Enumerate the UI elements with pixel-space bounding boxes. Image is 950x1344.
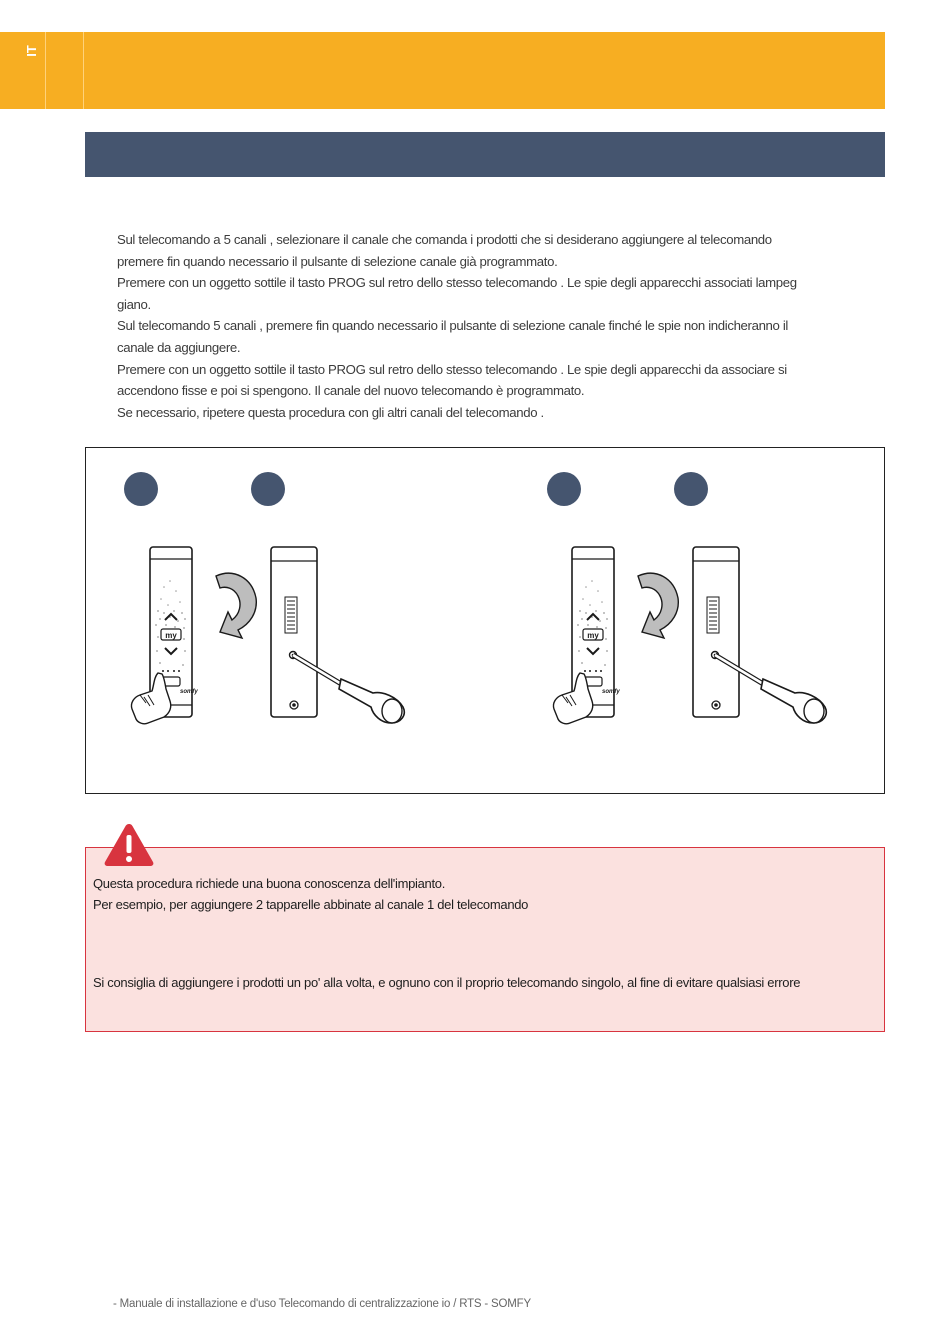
- procedure-line: accendono fisse e poi si spengono. Il canale del nuovo telecomando è programmato.: [117, 383, 585, 399]
- warning-line: Per esempio, per aggiungere 2 tapparelle abbinate al canale 1 del telecomando: [93, 897, 529, 912]
- procedure-line: giano.: [117, 296, 151, 312]
- procedure-text: [117, 229, 877, 423]
- back-remote-image: [693, 547, 739, 717]
- header-divider: [83, 32, 84, 109]
- page-footer: - Manuale di installazione e d'uso Telecomando di centralizzazione io / RTS - SOMFY: [113, 1298, 531, 1310]
- back-remote-image: [271, 547, 317, 717]
- procedure-line: canale da aggiungere.: [117, 339, 241, 355]
- remote-illustrations: my somfy: [86, 448, 884, 793]
- header-band: [0, 32, 885, 109]
- warning-line: Questa procedura richiede una buona conoscenza dell'impianto.: [93, 876, 446, 891]
- warning-icon: [103, 822, 155, 868]
- procedure-line: Se necessario, ripetere questa procedura con gli altri canali del telecomando .: [117, 404, 544, 420]
- section-title-bar: [85, 132, 885, 177]
- rotate-arrow-icon: [638, 573, 678, 638]
- rotate-arrow-icon: [216, 573, 256, 638]
- illustration-box: [85, 447, 885, 794]
- warning-box: [85, 847, 885, 1032]
- procedure-line: Premere con un oggetto sottile il tasto PROG sul retro dello stesso telecomando . Le spie degli apparecchi associati lampeg: [117, 275, 797, 291]
- section-title: [85, 146, 99, 163]
- header-divider: [45, 32, 46, 109]
- procedure-line: premere fin quando necessario il pulsante di selezione canale già programmato.: [117, 253, 558, 269]
- procedure-line: Premere con un oggetto sottile il tasto PROG sul retro dello stesso telecomando . Le spie degli apparecchi da associare si: [117, 361, 787, 377]
- procedure-line: Sul telecomando a 5 canali , selezionare il canale che comanda i prodotti che si desiderano aggiungere al telecomando: [117, 232, 772, 247]
- procedure-line: Sul telecomando 5 canali , premere fin quando necessario il pulsante di selezione canale finché le spie non indicheranno il: [117, 318, 788, 334]
- warning-line: Si consiglia di aggiungere i prodotti un po' alla volta, e ognuno con il proprio telecomando singolo, al fine di evitare qualsiasi errore: [93, 975, 801, 990]
- language-tab: IT: [24, 45, 39, 57]
